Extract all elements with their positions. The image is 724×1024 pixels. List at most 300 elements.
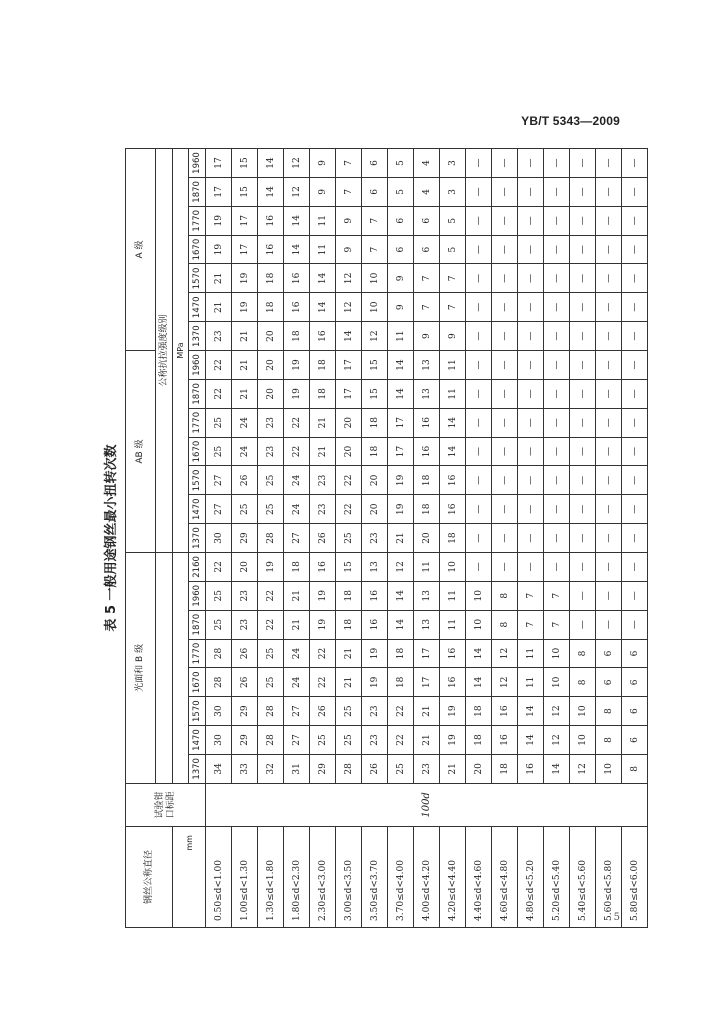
value-cell: — — [466, 264, 492, 293]
value-cell: 22 — [336, 466, 362, 495]
value-cell: — — [544, 206, 570, 235]
value-cell: 6 — [622, 639, 648, 668]
value-cell: 18 — [336, 581, 362, 610]
value-cell: 9 — [388, 264, 414, 293]
grade-cell: 1870 — [189, 177, 206, 206]
value-cell: 25 — [206, 437, 232, 466]
grade-cell: 1470 — [189, 495, 206, 524]
value-cell: 17 — [232, 235, 258, 264]
value-cell: — — [544, 379, 570, 408]
value-cell: 23 — [362, 726, 388, 755]
grade-cell: 1670 — [189, 437, 206, 466]
value-cell: — — [622, 206, 648, 235]
value-cell: — — [544, 235, 570, 264]
value-cell: — — [466, 437, 492, 466]
value-cell: 22 — [388, 697, 414, 726]
value-cell: 23 — [258, 437, 284, 466]
value-cell: 32 — [258, 754, 284, 783]
value-cell: — — [492, 235, 518, 264]
value-cell: — — [466, 293, 492, 322]
diameter-cell: 3.50≤d<3.70 — [362, 827, 388, 928]
value-cell: 10 — [362, 264, 388, 293]
value-cell: 25 — [258, 495, 284, 524]
value-cell: — — [492, 322, 518, 351]
value-cell: 22 — [284, 437, 310, 466]
value-cell: 12 — [544, 697, 570, 726]
value-cell: 15 — [362, 351, 388, 380]
value-cell: 21 — [310, 437, 336, 466]
grade-cell: 1570 — [189, 264, 206, 293]
value-cell: — — [596, 466, 622, 495]
value-cell: — — [596, 177, 622, 206]
value-cell: 19 — [206, 206, 232, 235]
value-cell: 21 — [388, 524, 414, 553]
diameter-cell: 3.00≤d<3.50 — [336, 827, 362, 928]
value-cell: 21 — [336, 668, 362, 697]
value-cell: 33 — [232, 754, 258, 783]
value-cell: 15 — [232, 177, 258, 206]
value-cell: 16 — [440, 466, 466, 495]
value-cell: 19 — [440, 697, 466, 726]
value-cell: — — [622, 235, 648, 264]
grade-cell: 1670 — [189, 235, 206, 264]
grade-cell: 1370 — [189, 322, 206, 351]
value-cell: 6 — [414, 235, 440, 264]
value-cell: — — [466, 149, 492, 178]
value-cell: — — [622, 322, 648, 351]
value-cell: — — [622, 351, 648, 380]
value-cell: 6 — [362, 149, 388, 178]
value-cell: 18 — [388, 639, 414, 668]
value-cell: — — [570, 408, 596, 437]
value-cell: 18 — [310, 351, 336, 380]
value-cell: 14 — [518, 697, 544, 726]
value-cell: 24 — [232, 437, 258, 466]
grade-cell: 1770 — [189, 206, 206, 235]
value-cell: 16 — [492, 726, 518, 755]
value-cell: 28 — [258, 697, 284, 726]
value-cell: 14 — [466, 668, 492, 697]
grade-cell: 1370 — [189, 754, 206, 783]
value-cell: 10 — [570, 697, 596, 726]
value-cell: 10 — [544, 639, 570, 668]
value-cell: 8 — [596, 726, 622, 755]
value-cell: 29 — [232, 726, 258, 755]
value-cell: 14 — [388, 581, 414, 610]
value-cell: 25 — [388, 754, 414, 783]
diameter-cell: 1.30≤d<1.80 — [258, 827, 284, 928]
value-cell: 23 — [206, 322, 232, 351]
value-cell: 19 — [206, 235, 232, 264]
value-cell: 18 — [388, 668, 414, 697]
header-spacer-b — [156, 552, 173, 783]
value-cell: 11 — [440, 581, 466, 610]
value-cell: — — [544, 293, 570, 322]
value-cell: 17 — [388, 437, 414, 466]
diameter-cell: 4.40≤d<4.60 — [466, 827, 492, 928]
value-cell: 6 — [414, 206, 440, 235]
value-cell: 20 — [258, 322, 284, 351]
value-cell: 29 — [232, 697, 258, 726]
value-cell: 9 — [388, 293, 414, 322]
value-cell: 16 — [310, 322, 336, 351]
value-cell: 14 — [518, 726, 544, 755]
value-cell: 22 — [310, 639, 336, 668]
value-cell: 18 — [362, 437, 388, 466]
value-cell: — — [596, 206, 622, 235]
value-cell: — — [544, 552, 570, 581]
value-cell: 7 — [544, 610, 570, 639]
value-cell: — — [544, 322, 570, 351]
value-cell: 7 — [440, 293, 466, 322]
value-cell: 13 — [362, 552, 388, 581]
value-cell: 24 — [284, 495, 310, 524]
value-cell: 5 — [388, 149, 414, 178]
header-group-ab: AB 级 — [126, 351, 156, 553]
value-cell: — — [544, 177, 570, 206]
value-cell: 18 — [414, 495, 440, 524]
value-cell: — — [492, 149, 518, 178]
value-cell: — — [544, 408, 570, 437]
value-cell: 6 — [622, 668, 648, 697]
value-cell: 16 — [258, 206, 284, 235]
value-cell: 25 — [232, 495, 258, 524]
value-cell: 12 — [492, 639, 518, 668]
value-cell: 25 — [206, 581, 232, 610]
value-cell: — — [544, 149, 570, 178]
value-cell: 23 — [414, 754, 440, 783]
value-cell: 28 — [336, 754, 362, 783]
value-cell: 13 — [414, 610, 440, 639]
value-cell: — — [492, 177, 518, 206]
value-cell: 21 — [206, 293, 232, 322]
value-cell: 14 — [440, 408, 466, 437]
value-cell: — — [492, 408, 518, 437]
value-cell: 18 — [440, 524, 466, 553]
grade-cell: 1570 — [189, 466, 206, 495]
value-cell: 19 — [388, 495, 414, 524]
diameter-cell: 4.60≤d<4.80 — [492, 827, 518, 928]
value-cell: — — [492, 379, 518, 408]
value-cell: — — [570, 437, 596, 466]
value-cell: 16 — [440, 668, 466, 697]
value-cell: 21 — [336, 639, 362, 668]
value-cell: 12 — [570, 754, 596, 783]
value-cell: 16 — [440, 495, 466, 524]
value-cell: — — [622, 610, 648, 639]
value-cell: 19 — [440, 726, 466, 755]
value-cell: 5 — [388, 177, 414, 206]
value-cell: — — [570, 235, 596, 264]
value-cell: 26 — [310, 697, 336, 726]
value-cell: 18 — [284, 322, 310, 351]
value-cell: — — [596, 264, 622, 293]
value-cell: 16 — [284, 293, 310, 322]
value-cell: 22 — [206, 379, 232, 408]
grade-cell: 1960 — [189, 351, 206, 380]
value-cell: 16 — [414, 437, 440, 466]
value-cell: 20 — [362, 466, 388, 495]
value-cell: — — [570, 293, 596, 322]
value-cell: 9 — [336, 206, 362, 235]
value-cell: 26 — [362, 754, 388, 783]
value-cell: 14 — [258, 149, 284, 178]
value-cell: 12 — [388, 552, 414, 581]
value-cell: 29 — [310, 754, 336, 783]
value-cell: 22 — [284, 408, 310, 437]
value-cell: 23 — [232, 610, 258, 639]
value-cell: — — [492, 264, 518, 293]
value-cell: 12 — [284, 149, 310, 178]
value-cell: — — [492, 437, 518, 466]
grade-cell: 1960 — [189, 149, 206, 178]
value-cell: — — [570, 581, 596, 610]
value-cell: — — [570, 610, 596, 639]
diameter-cell: 5.40≤d<5.60 — [570, 827, 596, 928]
value-cell: 11 — [414, 552, 440, 581]
value-cell: — — [492, 552, 518, 581]
value-cell: 17 — [206, 177, 232, 206]
value-cell: 16 — [440, 639, 466, 668]
diameter-cell: 5.60≤d<5.80 — [596, 827, 622, 928]
header-spacer-b2 — [173, 552, 189, 783]
value-cell: — — [622, 437, 648, 466]
value-cell: 7 — [440, 264, 466, 293]
value-cell: — — [466, 408, 492, 437]
diameter-cell: 4.80≤d<5.20 — [518, 827, 544, 928]
value-cell: 17 — [232, 206, 258, 235]
value-cell: 14 — [544, 754, 570, 783]
value-cell: 7 — [362, 206, 388, 235]
value-cell: 23 — [258, 408, 284, 437]
value-cell: 12 — [492, 668, 518, 697]
value-cell: 11 — [518, 668, 544, 697]
value-cell: 19 — [258, 552, 284, 581]
grade-cell: 1770 — [189, 639, 206, 668]
value-cell: 25 — [258, 668, 284, 697]
value-cell: 19 — [310, 610, 336, 639]
value-cell: — — [570, 177, 596, 206]
value-cell: — — [466, 206, 492, 235]
value-cell: 16 — [414, 408, 440, 437]
diameter-cell: 3.70≤d<4.00 — [388, 827, 414, 928]
value-cell: 21 — [284, 581, 310, 610]
value-cell: 8 — [492, 610, 518, 639]
value-cell: 18 — [336, 610, 362, 639]
value-cell: — — [570, 264, 596, 293]
value-cell: 15 — [336, 552, 362, 581]
value-cell: 18 — [466, 697, 492, 726]
value-cell: 30 — [206, 524, 232, 553]
value-cell: — — [518, 524, 544, 553]
value-cell: 12 — [362, 322, 388, 351]
value-cell: — — [492, 206, 518, 235]
value-cell: 15 — [362, 379, 388, 408]
value-cell: — — [492, 524, 518, 553]
value-cell: 19 — [388, 466, 414, 495]
value-cell: 24 — [284, 466, 310, 495]
header-diameter: 钢丝公称直径 — [126, 827, 173, 928]
value-cell: 12 — [336, 293, 362, 322]
value-cell: — — [622, 408, 648, 437]
value-cell: 20 — [232, 552, 258, 581]
table-row — [206, 149, 232, 928]
value-cell: 21 — [440, 754, 466, 783]
value-cell: — — [596, 408, 622, 437]
gauge-value-cell: 100d — [206, 783, 648, 826]
value-cell: — — [596, 379, 622, 408]
value-cell: 12 — [284, 177, 310, 206]
value-cell: — — [492, 466, 518, 495]
table-body — [206, 149, 648, 928]
value-cell: 21 — [232, 322, 258, 351]
value-cell: 7 — [414, 264, 440, 293]
value-cell: 14 — [310, 264, 336, 293]
value-cell: — — [518, 437, 544, 466]
value-cell: — — [570, 524, 596, 553]
value-cell: — — [492, 293, 518, 322]
value-cell: 9 — [336, 235, 362, 264]
value-cell: — — [466, 235, 492, 264]
value-cell: 22 — [310, 668, 336, 697]
value-cell: 9 — [310, 149, 336, 178]
value-cell: 8 — [570, 639, 596, 668]
value-cell: — — [518, 293, 544, 322]
value-cell: — — [570, 149, 596, 178]
value-cell: 11 — [310, 235, 336, 264]
value-cell: — — [596, 552, 622, 581]
value-cell: — — [570, 206, 596, 235]
value-cell: 4 — [414, 149, 440, 178]
value-cell: 18 — [414, 466, 440, 495]
diameter-cell: 2.30≤d<3.00 — [310, 827, 336, 928]
value-cell: 9 — [414, 322, 440, 351]
header-strength-class: 公称抗拉强度级别 — [156, 149, 173, 553]
value-cell: — — [466, 495, 492, 524]
value-cell: 25 — [206, 408, 232, 437]
value-cell: — — [518, 264, 544, 293]
value-cell: 18 — [284, 552, 310, 581]
header-diameter-unit: mm — [173, 827, 206, 928]
page-number: 5 — [613, 912, 620, 923]
value-cell: 14 — [388, 351, 414, 380]
value-cell: 27 — [206, 495, 232, 524]
value-cell: 29 — [232, 524, 258, 553]
value-cell: 10 — [570, 726, 596, 755]
header-strength-unit: MPa — [173, 149, 189, 553]
value-cell: 19 — [284, 351, 310, 380]
value-cell: 10 — [466, 610, 492, 639]
value-cell: — — [518, 408, 544, 437]
value-cell: 30 — [206, 697, 232, 726]
value-cell: 12 — [336, 264, 362, 293]
value-cell: 23 — [362, 524, 388, 553]
rotated-table-block — [100, 148, 640, 928]
value-cell: 22 — [206, 552, 232, 581]
value-cell: 8 — [596, 697, 622, 726]
value-cell: 19 — [232, 264, 258, 293]
value-cell: 8 — [492, 581, 518, 610]
value-cell: 23 — [310, 466, 336, 495]
value-cell: 14 — [388, 379, 414, 408]
value-cell: — — [466, 524, 492, 553]
value-cell: 5 — [440, 206, 466, 235]
header-gauge: 试验钳口标距 — [126, 783, 206, 826]
value-cell: — — [596, 581, 622, 610]
value-cell: 20 — [336, 408, 362, 437]
value-cell: — — [544, 351, 570, 380]
value-cell: 15 — [232, 149, 258, 178]
value-cell: — — [466, 379, 492, 408]
diameter-cell: 1.80≤d<2.30 — [284, 827, 310, 928]
value-cell: — — [596, 149, 622, 178]
value-cell: 20 — [258, 379, 284, 408]
value-cell: — — [544, 264, 570, 293]
value-cell: 24 — [232, 408, 258, 437]
value-cell: 30 — [206, 726, 232, 755]
value-cell: 27 — [206, 466, 232, 495]
value-cell: 17 — [414, 668, 440, 697]
value-cell: 21 — [414, 726, 440, 755]
value-cell: — — [518, 379, 544, 408]
value-cell: 10 — [440, 552, 466, 581]
grade-cell: 1770 — [189, 408, 206, 437]
value-cell: 5 — [440, 235, 466, 264]
value-cell: — — [544, 524, 570, 553]
value-cell: — — [622, 149, 648, 178]
value-cell: 6 — [596, 668, 622, 697]
value-cell: 7 — [518, 610, 544, 639]
value-cell: 11 — [440, 379, 466, 408]
value-cell: — — [492, 495, 518, 524]
value-cell: 6 — [388, 206, 414, 235]
value-cell: 20 — [414, 524, 440, 553]
value-cell: 19 — [284, 379, 310, 408]
value-cell: 25 — [206, 610, 232, 639]
table-title: 表 5 一般用途钢丝最小扭转次数 — [104, 444, 119, 632]
value-cell: — — [622, 581, 648, 610]
value-cell: 20 — [466, 754, 492, 783]
value-cell: 27 — [284, 697, 310, 726]
value-cell: — — [518, 466, 544, 495]
value-cell: — — [622, 293, 648, 322]
value-cell: — — [518, 235, 544, 264]
value-cell: 10 — [596, 754, 622, 783]
value-cell: — — [466, 177, 492, 206]
value-cell: 4 — [414, 177, 440, 206]
value-cell: 22 — [258, 610, 284, 639]
value-cell: — — [570, 351, 596, 380]
value-cell: — — [544, 495, 570, 524]
value-cell: 21 — [414, 697, 440, 726]
value-cell: — — [596, 322, 622, 351]
value-cell: 9 — [310, 177, 336, 206]
value-cell: — — [622, 264, 648, 293]
value-cell: 19 — [362, 668, 388, 697]
value-cell: 14 — [284, 206, 310, 235]
grade-cell: 2160 — [189, 552, 206, 581]
value-cell: — — [596, 293, 622, 322]
value-cell: 34 — [206, 754, 232, 783]
grade-cell: 1470 — [189, 726, 206, 755]
diameter-cell: 0.50≤d<1.00 — [206, 827, 232, 928]
value-cell: 21 — [232, 379, 258, 408]
value-cell: 6 — [596, 639, 622, 668]
value-cell: 22 — [258, 581, 284, 610]
value-cell: 17 — [414, 639, 440, 668]
value-cell: 19 — [232, 293, 258, 322]
value-cell: 16 — [258, 235, 284, 264]
